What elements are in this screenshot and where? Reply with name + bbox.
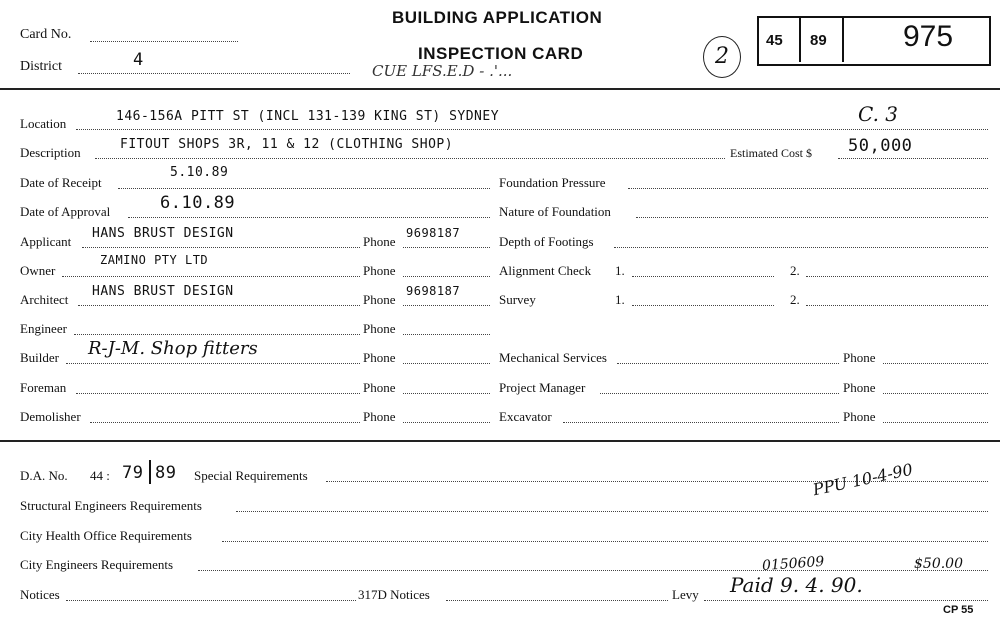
foreman-phone-line [403,393,490,394]
card-number: 975 [903,20,954,53]
title-line-2: INSPECTION CARD [418,44,584,63]
engineer-line [74,334,360,335]
demolisher-phone-line [403,422,490,423]
form-code: CP 55 [943,604,974,616]
mechanical-phone-label: Phone [843,350,876,365]
description-line [95,158,725,159]
levy-line [704,600,988,601]
mechanical-phone-line [883,363,988,364]
project-manager-line [600,393,839,394]
architect-phone-label: Phone [363,292,396,307]
middle-divider [0,440,1000,442]
health-line [222,541,988,542]
top-divider [0,88,1000,90]
approval-value: 6.10.89 [160,193,236,213]
box-code-a: 45 [766,32,783,49]
amount-note: $50.00 [914,556,963,572]
mechanical-line [617,363,839,364]
levy-label: Levy [672,587,699,602]
alignment-1-label: 1. [615,263,625,278]
owner-label: Owner [20,263,56,278]
city-eng-line [198,570,988,571]
survey-1-label: 1. [615,292,625,307]
builder-phone-label: Phone [363,350,396,365]
depth-footings-line [614,247,988,248]
demolisher-line [90,422,360,423]
excavator-line [563,422,839,423]
demolisher-phone-label: Phone [363,409,396,424]
alignment-1-line [632,276,774,277]
approval-label: Date of Approval [20,204,111,219]
alignment-label: Alignment Check [499,263,592,278]
applicant-phone: 9698187 [406,226,461,240]
box-divider-2 [842,18,844,62]
card-no-line [90,41,238,42]
survey-1-line [632,305,774,306]
special-req-label: Special Requirements [194,468,308,483]
engineer-phone-label: Phone [363,321,396,336]
da-year: 89 [155,463,177,483]
applicant-value: HANS BRUST DESIGN [92,226,234,241]
engineer-phone-line [403,334,490,335]
card-number-box [757,16,991,66]
description-label: Description [20,145,81,160]
applicant-line [82,247,360,248]
estimated-cost-label: Estimated Cost $ [730,146,812,160]
notices-317-line [446,600,668,601]
da-prefix: 44 : [90,468,110,483]
project-manager-phone-line [883,393,988,394]
district-line [78,73,350,74]
project-manager-label: Project Manager [499,380,586,395]
depth-footings-label: Depth of Footings [499,234,594,249]
architect-label: Architect [20,292,69,307]
builder-label: Builder [20,350,59,365]
architect-value: HANS BRUST DESIGN [92,284,234,299]
box-code-b: 89 [810,32,827,49]
description-value: FITOUT SHOPS 3R, 11 & 12 (CLOTHING SHOP) [120,137,454,152]
estimated-cost-value: 50,000 [848,136,913,156]
receipt-line [118,188,490,189]
district-value: 4 [133,50,144,70]
box-divider-1 [799,18,801,62]
health-label: City Health Office Requirements [20,528,192,543]
circled-number: 2 [703,36,741,78]
project-manager-phone-label: Phone [843,380,876,395]
da-label: D.A. No. [20,468,68,483]
owner-phone-line [403,276,490,277]
survey-2-label: 2. [790,292,800,307]
notices-317-label: 317D Notices [358,587,430,602]
owner-phone-label: Phone [363,263,396,278]
architect-phone-line [403,305,490,306]
demolisher-label: Demolisher [20,409,81,424]
estimated-cost-line [838,158,988,159]
alignment-2-label: 2. [790,263,800,278]
title-line-1: BUILDING APPLICATION [392,8,603,27]
engineer-label: Engineer [20,321,67,336]
applicant-phone-line [403,247,490,248]
structural-label: Structural Engineers Requirements [20,498,202,513]
receipt-label: Date of Receipt [20,175,102,190]
excavator-phone-label: Phone [843,409,876,424]
structural-note: PPU 10-4-90 [811,459,915,500]
builder-value: R-J-M. Shop fitters [88,338,258,359]
survey-2-line [806,305,988,306]
foreman-line [76,393,360,394]
foreman-phone-label: Phone [363,380,396,395]
da-number: 79 [122,463,144,483]
notices-label: Notices [20,587,60,602]
builder-phone-line [403,363,490,364]
foundation-pressure-label: Foundation Pressure [499,175,606,190]
alignment-2-line [806,276,988,277]
card-no-label: Card No. [20,27,72,42]
owner-value: ZAMINO PTY LTD [100,253,209,267]
foreman-label: Foreman [20,380,67,395]
location-line [76,129,988,130]
survey-label: Survey [499,292,536,307]
architect-line [78,305,360,306]
notices-line [66,600,356,601]
mechanical-label: Mechanical Services [499,350,607,365]
approval-line [128,217,490,218]
receipt-note: 0150609 [761,553,825,575]
district-label: District [20,59,62,74]
builder-line [66,363,360,364]
location-value: 146-156A PITT ST (INCL 131-139 KING ST) SYDNEY [116,109,500,124]
owner-line [62,276,360,277]
levy-value: Paid 9. 4. 90. [730,573,863,597]
foundation-pressure-line [628,188,988,189]
location-ref: C. 3 [858,102,899,126]
header-scribble: CUE LFS.E.D - .'... [372,62,513,80]
location-label: Location [20,116,67,131]
da-separator [149,460,151,484]
structural-line [236,511,988,512]
city-eng-label: City Engineers Requirements [20,557,174,572]
nature-foundation-label: Nature of Foundation [499,204,611,219]
architect-phone: 9698187 [406,284,461,298]
receipt-value: 5.10.89 [170,165,229,180]
excavator-phone-line [883,422,988,423]
nature-foundation-line [636,217,988,218]
applicant-phone-label: Phone [363,234,396,249]
applicant-label: Applicant [20,234,72,249]
excavator-label: Excavator [499,409,552,424]
